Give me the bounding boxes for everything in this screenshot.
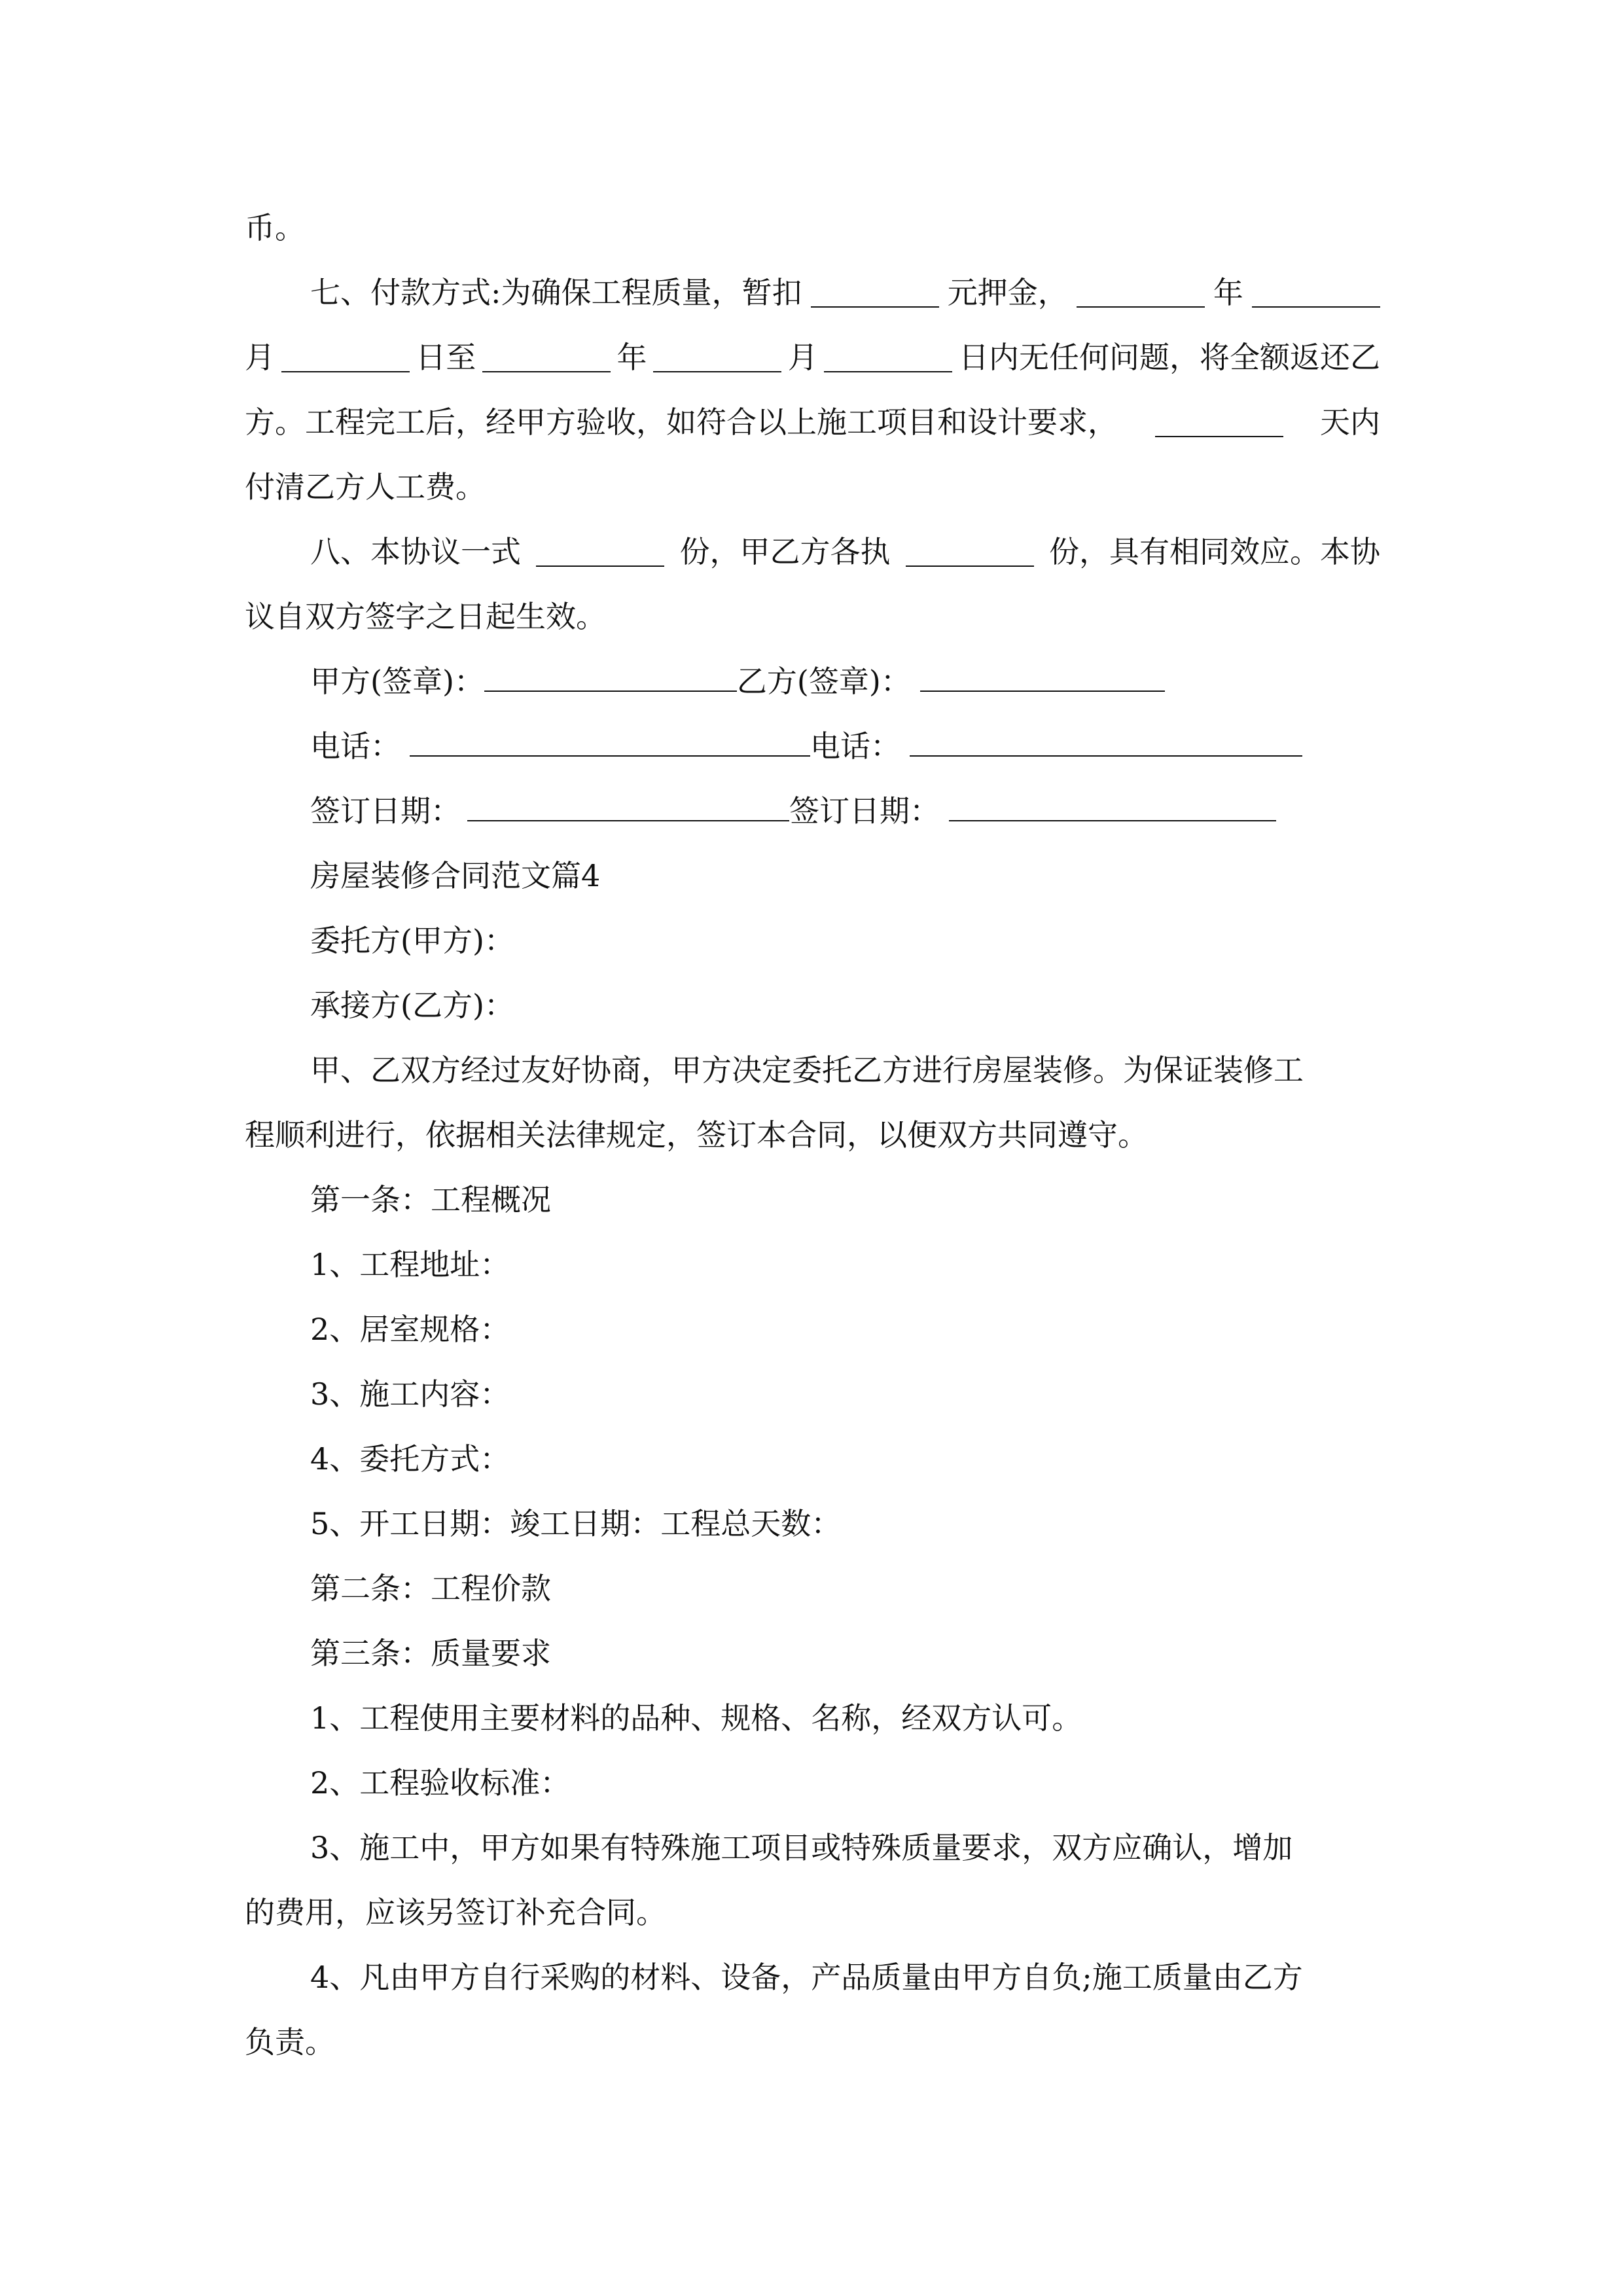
- contractor-label: 承接方(乙方)：: [310, 988, 514, 1023]
- list-item: 1、工程使用主要材料的品种、规格、名称，经双方认可。: [310, 1700, 1082, 1736]
- article-1-item-4: [310, 1436, 1380, 1482]
- article-3-heading: [310, 1630, 1380, 1676]
- party-a-signature-label: 甲方(签章)：: [310, 664, 484, 699]
- article-1-item-1: [310, 1242, 1380, 1287]
- list-item: 1、工程地址：: [310, 1247, 510, 1282]
- text-fragment: 七、付款方式:为确保工程质量，暂扣: [310, 275, 802, 310]
- party-b-phone-field[interactable]: [910, 726, 1302, 757]
- client-label: 委托方(甲方)：: [310, 923, 514, 958]
- article-heading: 第二条：工程价款: [310, 1571, 551, 1606]
- article-3-item-3-line-2: [245, 1890, 1380, 1935]
- payment-clause-line-2: [245, 334, 1380, 380]
- date-row: [310, 788, 1380, 834]
- party-a-phone-field[interactable]: [410, 726, 810, 757]
- article-1-item-3: [310, 1371, 1380, 1417]
- text-fragment: 方。工程完工后，经甲方验收，如符合以上施工项目和设计要求，: [245, 404, 1118, 440]
- list-item: 4、委托方式：: [310, 1441, 510, 1477]
- text-fragment: 天内: [1320, 404, 1380, 440]
- article-heading: 第三条：质量要求: [310, 1636, 551, 1671]
- blank-year-end[interactable]: [482, 342, 611, 372]
- section-title: [310, 853, 1380, 899]
- party-a-phone-label: 电话：: [310, 728, 401, 764]
- party-a-date-label: 签订日期：: [310, 793, 461, 829]
- list-item: 4、凡由甲方自行采购的材料、设备，产品质量由甲方自负;施工质量由乙方: [310, 1960, 1303, 1995]
- phone-row: [310, 723, 1380, 769]
- article-1-heading: [310, 1177, 1380, 1223]
- text-fragment: 八、本协议一式: [310, 534, 521, 569]
- text-line: [245, 205, 1380, 251]
- party-b-signature-field[interactable]: [920, 662, 1165, 692]
- article-3-item-4-line-2: [245, 2019, 1380, 2065]
- article-3-item-4-line-1: [310, 1954, 1380, 2000]
- article-2-heading: [310, 1566, 1380, 1611]
- payment-clause-line-4: [245, 464, 1380, 510]
- signature-row: [310, 658, 1380, 704]
- blank-month[interactable]: [1252, 278, 1380, 308]
- paragraph-text: 甲、乙双方经过友好协商，甲方决定委托乙方进行房屋装修。为保证装修工: [310, 1052, 1304, 1088]
- party-a-date-field[interactable]: [467, 791, 789, 821]
- blank-copies[interactable]: [536, 537, 664, 567]
- list-item: 2、居室规格：: [310, 1312, 510, 1347]
- party-a-signature-field[interactable]: [484, 662, 737, 692]
- list-item: 3、施工内容：: [310, 1376, 510, 1412]
- article-heading: 第一条：工程概况: [310, 1182, 551, 1217]
- party-b-date-field[interactable]: [949, 791, 1276, 821]
- article-1-item-5: [310, 1501, 1380, 1547]
- payment-clause-line-1: [310, 270, 1380, 315]
- text-fragment: 付清乙方人工费。: [245, 469, 486, 505]
- payment-clause-line-3: [245, 399, 1380, 445]
- text-fragment: 月: [245, 340, 275, 375]
- paragraph-text: 负责。: [245, 2024, 335, 2060]
- section-title-text: 房屋装修合同范文篇4: [310, 858, 601, 893]
- text-fragment: 月: [787, 340, 818, 375]
- blank-days[interactable]: [1155, 407, 1283, 437]
- list-item: 2、工程验收标准：: [310, 1765, 571, 1801]
- copies-clause-line-1: [310, 529, 1380, 575]
- text-fragment: 元押金，: [947, 275, 1068, 310]
- blank-month-end[interactable]: [653, 342, 781, 372]
- article-3-item-1: [310, 1695, 1380, 1741]
- blank-copies-each[interactable]: [906, 537, 1034, 567]
- paragraph-text: 的费用，应该另签订补充合同。: [245, 1895, 666, 1930]
- intro-line-1: [310, 1047, 1380, 1093]
- text-fragment: 日至: [416, 340, 476, 375]
- blank-year[interactable]: [1077, 278, 1205, 308]
- text-fragment: 年: [1213, 275, 1243, 310]
- text-fragment: 币。: [245, 210, 305, 245]
- party-b-signature-label: 乙方(签章)：: [736, 664, 911, 699]
- intro-line-2: [245, 1112, 1380, 1158]
- text-fragment: 份，甲乙方各执: [679, 534, 891, 569]
- list-item: 3、施工中，甲方如果有特殊施工项目或特殊质量要求，双方应确认，增加: [310, 1830, 1293, 1865]
- text-fragment: 份，具有相同效应。本协: [1049, 534, 1380, 569]
- blank-deposit-amount[interactable]: [811, 278, 939, 308]
- text-fragment: 日内无任何问题，将全额返还乙: [959, 340, 1380, 375]
- article-3-item-3-line-1: [310, 1825, 1380, 1871]
- client-line: [310, 918, 1380, 963]
- text-fragment: 议自双方签字之日起生效。: [245, 599, 606, 634]
- blank-day-end[interactable]: [824, 342, 952, 372]
- article-3-item-2: [310, 1760, 1380, 1806]
- article-1-item-2: [310, 1306, 1380, 1352]
- paragraph-text: 程顺利进行，依据相关法律规定，签订本合同，以便双方共同遵守。: [245, 1117, 1148, 1153]
- list-item: 5、开工日期：竣工日期：工程总天数：: [310, 1506, 842, 1541]
- contractor-line: [310, 982, 1380, 1028]
- party-b-phone-label: 电话：: [810, 728, 901, 764]
- copies-clause-line-2: [245, 594, 1380, 639]
- party-b-date-label: 签订日期：: [789, 793, 940, 829]
- blank-day[interactable]: [281, 342, 410, 372]
- text-fragment: 年: [616, 340, 647, 375]
